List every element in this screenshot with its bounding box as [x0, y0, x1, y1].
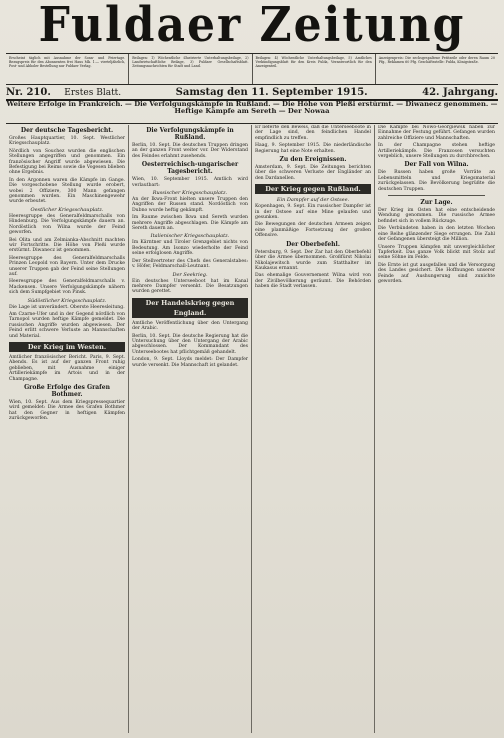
section-heading: Große Erfolge des Grafen Bothmer. — [24, 384, 110, 399]
info-column: Anzeigenpreis: Die sechsgespaltene Petitzeile oder deren Raum 20 Pfg., Reklamen 60 Pfg. Geschäftsstelle: Fulda, Königstraße. — [378, 56, 495, 65]
volume-year: 42. Jahrgang. — [422, 87, 498, 98]
issue-date: Samstag den 11. September 1915. — [175, 87, 368, 98]
article-paragraph: Die Ernte ist gut ausgefallen und die Versorgung des Landes gesichert. Die Hoffnungen unserer Feinde auf Aushungerung sind zunichte geworden. — [378, 262, 495, 284]
sheet-label: Erstes Blatt. — [64, 88, 122, 98]
divider — [388, 195, 485, 196]
article-paragraph: Wien, 10. Sept. Aus dem Kriegspressequartier wird gemeldet: Die Armee des Grafen Bothmer hat den Gegner in heftigen Kämpfen zurückgeworfen. — [9, 400, 125, 422]
article-paragraph: Am Czarne-Ufer und in der Gegend nördlich von Tarnopol wurden heftige Kämpfe gemeldet. Die russischen Angriffe wurden abgewiesen. Der Feind erlitt schwere Verluste an Mannschaften und Material. — [9, 311, 125, 339]
article-paragraph: Petersburg, 9. Sept. Der Zar hat den Oberbefehl über die Armee übernommen. Großfürst Nikolai Nikolajewitsch wurde zum Statthalter im Kaukasus ernannt. — [255, 249, 371, 271]
article-paragraph: Heeresgruppe des Generalfeldmarschalls von Hindenburg. Die Verfolgungskämpfe dauern an. Nordöstlich von Wilna wurde der Feind geworfen. — [9, 213, 125, 236]
article-paragraph: Wien, 10. September 1915. Amtlich wird verlautbart: — [132, 177, 248, 188]
article-paragraph: Bei Olita und am Zelmianka-Abschnitt machten wir Fortschritte. Die Höhe von Pleßi wurde erstürmt. Diwanecz ist genommen. — [9, 237, 125, 254]
column-1 — [6, 125, 129, 733]
newspaper-title: Fuldaer Zeitung — [38, 0, 466, 53]
article-paragraph: Heeresgruppe des Generalfeldmarschalls Prinzen Leopold von Bayern. Unter dem Drucke unserer Truppen gab der Feind seine Stellungen auf. — [9, 255, 125, 277]
section-banner: Der Krieg im Westen. — [9, 342, 125, 352]
article-paragraph: In der Champagne stehen heftige Artilleriekämpfe. Die Franzosen versuchten vergeblich, unsere Stellungen zu durchbrechen. — [378, 143, 495, 160]
section-heading: Der Fall von Wilna. — [404, 161, 469, 169]
article-paragraph: Amtlicher französischer Bericht. Paris, 9. Sept. Abends. Es ist auf der ganzen Front ruhig geblieben, mit Ausnahme einiger Artilleriekämpfe im Artois und in der Champagne. — [9, 355, 125, 382]
column-4 — [375, 125, 498, 733]
subsection-heading: Südöstlicher Kriegsschauplatz. — [27, 297, 107, 304]
section-heading: Oesterreichisch-ungarischer Tagesbericht. — [141, 161, 239, 176]
article-paragraph: Die Kämpfe bei Nowo-Georgiewsk haben zur Einnahme der Festung geführt. Gefangen wurden zahlreiche Offiziere und Mannschaften. — [378, 125, 495, 141]
article-paragraph: Amtliche Veröffentlichung über den Untergang der Arabic. — [132, 320, 248, 332]
issue-info — [6, 87, 121, 98]
article-paragraph: Haag, 9. September 1915. Die niederländische Regierung hat eine Note erhalten. — [255, 143, 371, 154]
article-paragraph: Berlin, 10. Sept. Die deutschen Truppen dringen an der ganzen Front weiter vor. Der Widerstand des Feindes erlahmt zusehends. — [132, 143, 248, 159]
main-headline: Weitere Erfolge in Frankreich. — Die Verfolgungskämpfe in Rußland. — Die Höhe von Pleßi erstürmt. — Diwanecz genommen. — Heftige Kämpfe am Sereth — Der Nowaa — [6, 101, 498, 124]
article-paragraph: Die Verbündeten haben in den letzten Wochen eine Reihe glänzender Siege errungen. Die Zahl der Gefangenen übersteigt die Million. — [378, 226, 495, 243]
article-paragraph: Großes Hauptquartier, 10. Sept. Westlicher Kriegsschauplatz. — [9, 136, 125, 147]
section-heading: Die Verfolgungskämpfe in Rußland. — [146, 127, 234, 141]
subsection-heading: Oestlicher Kriegsschauplatz. — [30, 206, 104, 213]
article-paragraph: Der Stellvertreter des Chefs des Generalstabes: v. Höfer, Feldmarschall-Leutnant. — [132, 258, 248, 270]
article-paragraph: Berlin, 10. Sept. Die deutsche Regierung hat die Untersuchung über den Untergang der Arabic abgeschlossen. Der Kommandant des Unterseebootes hat pflichtgemäß gehandelt. — [132, 333, 248, 355]
article-paragraph: Die Russen haben große Vorräte an Lebensmitteln und Kriegsmaterial zurückgelassen. Die Bevölkerung begrüßte die deutschen Truppen. — [378, 170, 495, 192]
section-heading: Der Oberbefehl. — [286, 240, 340, 248]
subsection-heading: Italienischer Kriegsschauplatz. — [150, 233, 230, 240]
article-paragraph: Nördlich von Souchez wurden die englischen Stellungen angegriffen und genommen. Ein französischer Angriff wurde abgewiesen. Die Befestigung bei Reims sowie die Vogesen blieben ohne Ergebnis. — [9, 148, 125, 176]
section-heading: Zur Lage. — [420, 199, 453, 207]
article-paragraph: Unsere Truppen kämpfen mit unvergleichlicher Tapferkeit. Das ganze Volk blickt mit Stolz auf seine Söhne im Felde. — [378, 244, 495, 261]
article-paragraph: Der Krieg im Osten hat eine entscheidende Wendung genommen. Die russische Armee befindet sich in vollem Rückzuge. — [378, 208, 495, 224]
section-heading: Zu den Ereignissen. — [279, 156, 347, 164]
masthead — [0, 0, 504, 52]
article-paragraph: London, 9. Sept. Lloyds meldet: Der Dampfer wurde versenkt. Die Mannschaft ist gelandet. — [132, 357, 248, 368]
section-heading: Der deutsche Tagesbericht. — [20, 127, 114, 134]
article-paragraph: Die Bewegungen der deutschen Armeen zeigen eine planmäßige Fortsetzung der großen Offensive. — [255, 222, 371, 239]
article-columns — [6, 125, 498, 733]
article-paragraph: Die Lage ist unverändert. Oberste Heeresleitung. — [9, 304, 125, 310]
section-banner: Der Krieg gegen Rußland. — [255, 184, 371, 194]
masthead-info-bar — [6, 53, 498, 85]
article-paragraph: Im Kärntner und Tiroler Grenzgebiet nichts von Bedeutung. Am Isonzo wiederholte der Feind seine erfolglosen Angriffe. — [132, 240, 248, 257]
article-paragraph: Er lieferte den Beweis, daß die Unterseeboote in der Lage sind, den feindlichen Handel empfindlich zu treffen. — [255, 125, 371, 141]
article-paragraph: In den Argonnen waren die Kämpfe im Gange. Die vorgeschobene Stellung wurde erobert, wobei 2 Offiziere, 300 Mann gefangen genommen wurden. Ein Maschinengewehr wurde erbeutet. — [9, 177, 125, 205]
dateline — [6, 86, 498, 101]
column-2 — [129, 125, 252, 733]
article-paragraph: Im Raume zwischen Ikwa und Sereth wurden mehrere Angriffe abgeschlagen. Die Kämpfe am Sereth dauern an. — [132, 215, 248, 232]
issue-number: Nr. 210. — [6, 87, 51, 98]
article-paragraph: An der Ikwa-Front hielten unsere Truppen den Angriffen der Russen stand. Nordöstlich von Dubno wurde heftig gekämpft. — [132, 197, 248, 213]
info-column: Erscheint täglich mit Ausnahme der Sonn- und Feiertage. Bezugspreis für den Abonnenten frei Haus Mk. 1.— vierteljährlich, Post- und Abholer Bestellung nur Fuldaer Verlag. — [6, 54, 129, 84]
info-column: Beilagen: 1) Wöchentliche illustrierte Unterhaltungsbeilage, 2) Landwirtschaftliche Beilage, 3) Fuldaer Gesellschaftsblatt. Zeitungsnachrichten für Stadt und Land. — [129, 54, 252, 84]
subsection-heading: Der Seekrieg. — [172, 271, 208, 278]
column-3 — [252, 125, 375, 733]
info-column: Beilagen: 4) Wöchentliche Unterhaltungsbeilage, 5) Amtliches Verkündigungsblatt für den Kreis Fulda, Verantwortlich für den Anzeigenteil. — [253, 54, 376, 84]
article-paragraph: Heeresgruppe des Generalfeldmarschalls v. Mackensen. Unsere Verfolgungskämpfe nähern sich dem Sumpfgebiet von Pinsk. — [9, 279, 125, 296]
subsection-heading: Russischer Kriegsschauplatz. — [152, 190, 228, 197]
article-paragraph: Ein deutsches Unterseeboot hat im Kanal mehrere Dampfer versenkt. Die Besatzungen wurden gerettet. — [132, 278, 248, 295]
section-banner: Der Handelskrieg gegen England. — [132, 298, 248, 318]
article-paragraph: Amsterdam, 9. Sept. Die Zeitungen berichten über die schweren Verluste der Engländer an den Dardanellen. — [255, 165, 371, 181]
article-paragraph: Kopenhagen, 9. Sept. Ein russischer Dampfer ist in der Ostsee auf eine Mine gelaufen und gesunken. — [255, 204, 371, 221]
article-paragraph: Das ehemalige Gouvernement Wilna wird von der Zivilbevölkerung geräumt. Die Behörden haben die Stadt verlassen. — [255, 273, 371, 290]
subsection-heading: Ein Dampfer auf der Ostsee. — [276, 197, 350, 204]
